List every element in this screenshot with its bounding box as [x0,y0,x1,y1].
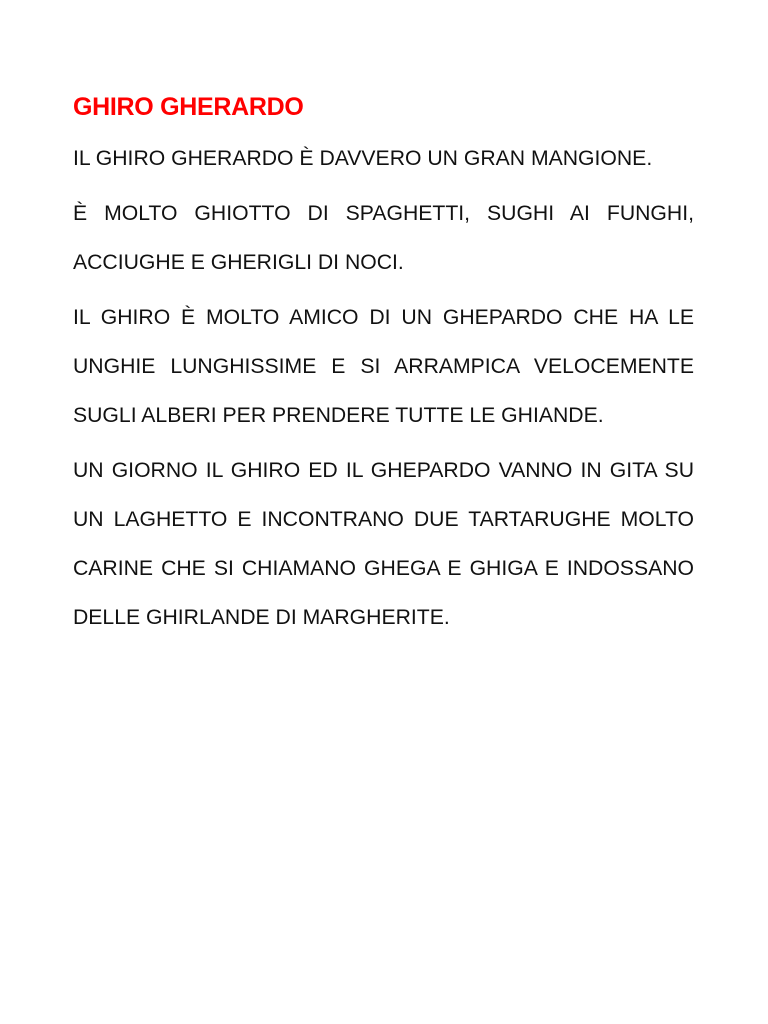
document-body [73,86,694,642]
paragraph-1: IL GHIRO GHERARDO È DAVVERO UN GRAN MANGIONE. [73,147,653,170]
paragraph-2: È MOLTO GHIOTTO DI SPAGHETTI, SUGHI AI FUNGHI, ACCIUGHE E GHERIGLI DI NOCI. [73,202,694,274]
paragraph-3: IL GHIRO È MOLTO AMICO DI UN GHEPARDO CHE HA LE UNGHIE LUNGHISSIME E SI ARRAMPICA VELOCEMENTE SUGLI ALBERI PER PRENDERE TUTTE LE GHIANDE. [73,306,694,427]
paragraph-4: UN GIORNO IL GHIRO ED IL GHEPARDO VANNO IN GITA SU UN LAGHETTO E INCONTRANO DUE TARTARUGHE MOLTO CARINE CHE SI CHIAMANO GHEGA E GHIGA E INDOSSANO DELLE GHIRLANDE DI MARGHERITE. [73,459,694,629]
document-title: GHIRO GHERARDO [73,93,304,121]
